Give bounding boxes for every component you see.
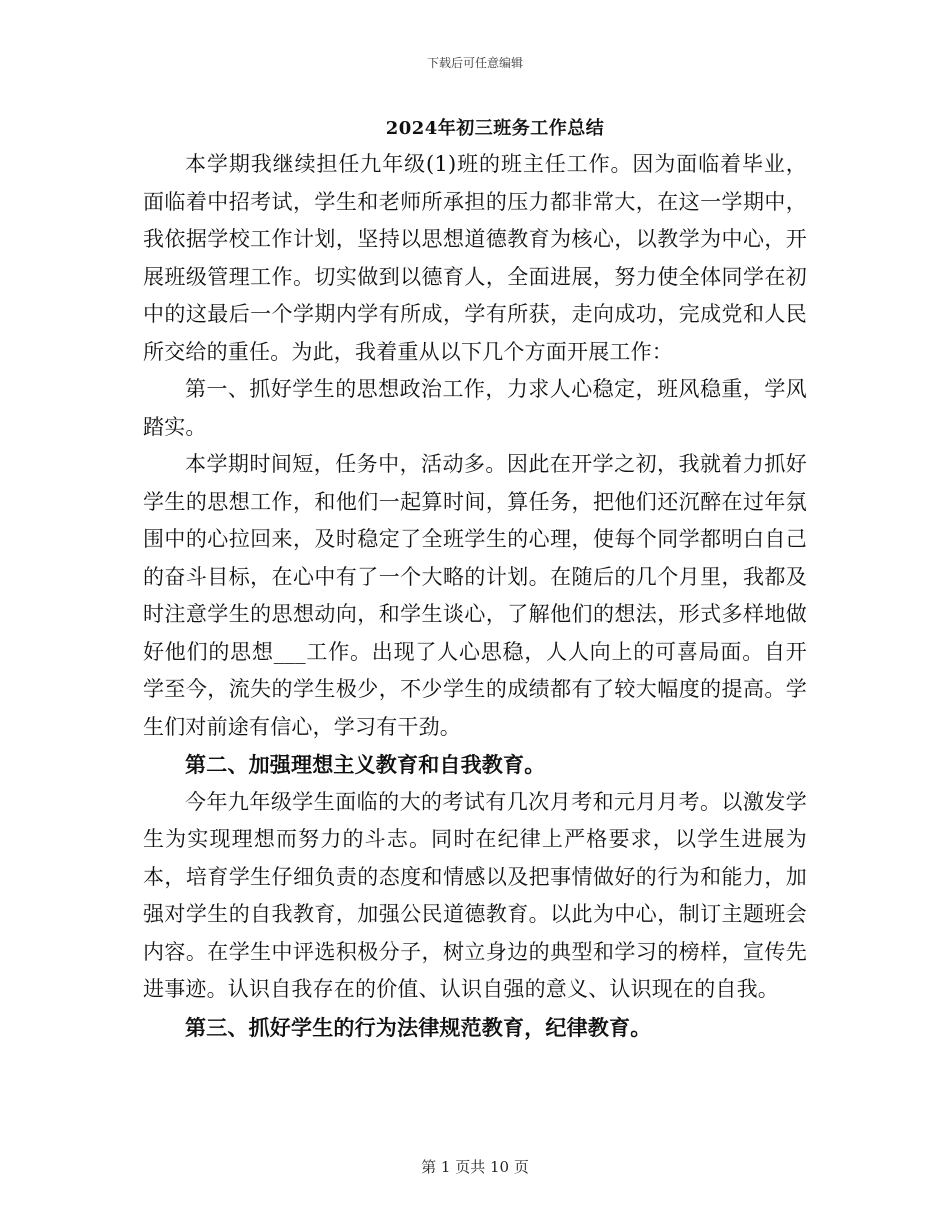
page-footer: 第 1 页共 10 页 xyxy=(421,1158,529,1176)
page-header: 下载后可任意编辑 xyxy=(426,56,523,70)
section-heading-3: 第三、抓好学生的行为法律规范教育，纪律教育。 xyxy=(185,1014,652,1040)
document-body xyxy=(143,146,807,1046)
paragraph-section-1: 本学期时间短，任务中，活动多。因此在开学之初，我就着力抓好学生的思想工作，和他们一起算时间，算任务，把他们还沉醉在过年氛围中的心拉回来，及时稳定了全班学生的心理，使每个同学都明白自己的奋斗目标，在心中有了一个大略的计划。在随后的几个月里，我都及时注意学生的思想动向，和学生谈心，了解他们的想法，形式多样地做好他们的思想___工作。出现了人心思稳，人人向上的可喜局面。自开学至今，流失的学生极少，不少学生的成绩都有了较大幅度的提高。学生们对前途有信心，学习有干劲。 xyxy=(143,452,807,739)
section-heading-2: 第二、加强理想主义教育和自我教育。 xyxy=(185,752,546,777)
paragraph-intro: 本学期我继续担任九年级(1)班的班主任工作。因为面临着毕业，面临着中招考试，学生和老师所承担的压力都非常大，在这一学期中，我依据学校工作计划，坚持以思想道德教育为核心，以教学为中心，开展班级管理工作。切实做到以德育人，全面进展，努力使全体同学在初中的这最后一个学期内学有所成，学有所获，走向成功，完成党和人民所交给的重任。为此，我着重从以下几个方面开展工作： xyxy=(143,152,807,364)
document-title: 2024年初三班务工作总结 xyxy=(385,118,605,139)
paragraph-section-2: 今年九年级学生面临的大的考试有几次月考和元月月考。以激发学生为实现理想而努力的斗志。同时在纪律上严格要求，以学生进展为本，培育学生仔细负责的态度和情感以及把事情做好的行为和能力，加强对学生的自我教育，加强公民道德教育。以此为中心，制订主题班会内容。在学生中评选积极分子，树立身边的典型和学习的榜样，宣传先进事迹。认识自我存在的价值、认识自强的意义、认识现在的自我。 xyxy=(143,789,807,1001)
section-heading-1: 第一、抓好学生的思想政治工作，力求人心稳定，班风稳重，学风踏实。 xyxy=(143,377,807,439)
